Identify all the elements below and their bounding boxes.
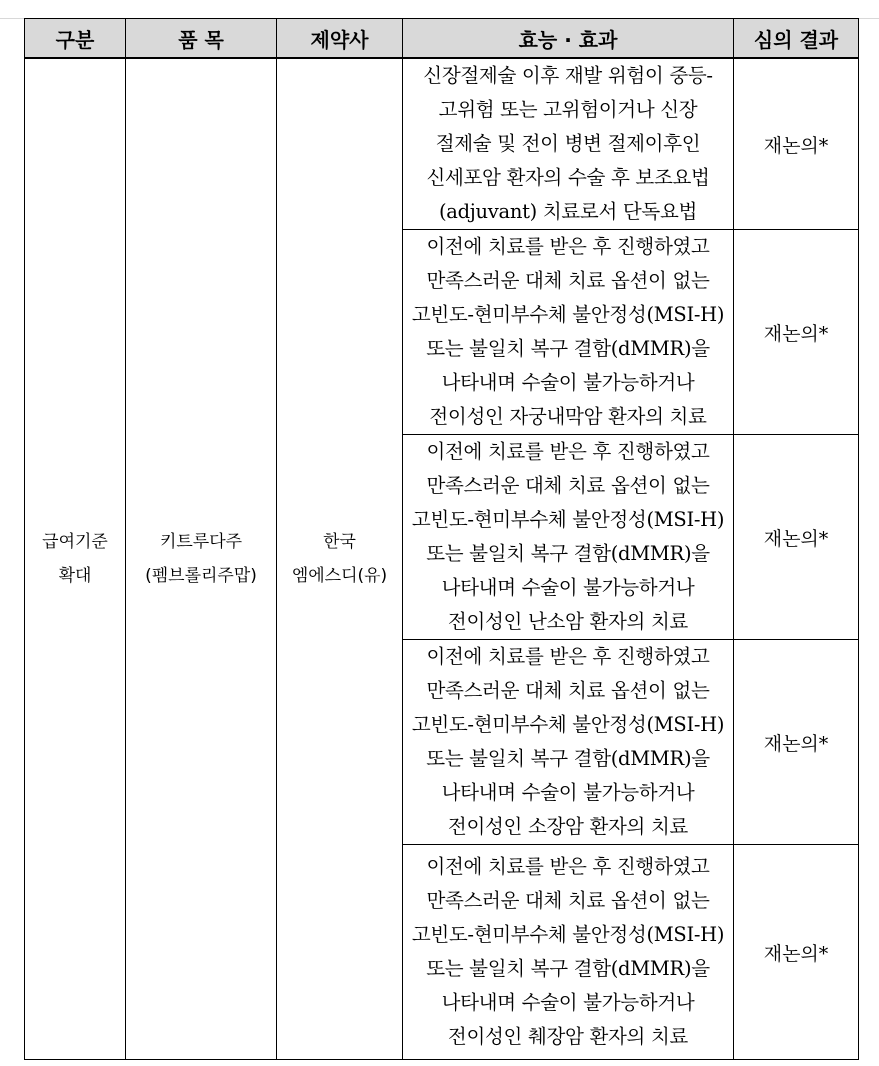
result-cell: 재논의* [734, 230, 859, 435]
result-cell: 재논의* [734, 845, 859, 1060]
efficacy-line: 이전에 치료를 받은 후 진행하였고 [426, 235, 710, 258]
header-efficacy: 효능 · 효과 [403, 19, 734, 59]
efficacy-line: 신세포암 환자의 수술 후 보조요법 [426, 166, 710, 189]
efficacy-line: 고빈도-현미부수체 불안정성(MSI-H) [411, 713, 725, 736]
header-manufacturer: 제약사 [277, 19, 403, 59]
category-text: 급여기준 확대 [42, 532, 108, 586]
result-cell: 재논의* [734, 435, 859, 640]
efficacy-line: 만족스러운 대체 치료 옵션이 없는 [426, 474, 710, 497]
review-results-table [24, 18, 859, 1060]
efficacy-line: 전이성인 난소암 환자의 치료 [447, 610, 689, 633]
efficacy-line: 절제술 및 전이 병변 절제이후인 [435, 132, 701, 155]
header-row [25, 19, 859, 59]
efficacy-line: 고빈도-현미부수체 불안정성(MSI-H) [411, 923, 725, 946]
efficacy-line: 만족스러운 대체 치료 옵션이 없는 [426, 679, 710, 702]
manufacturer-cell [277, 58, 403, 1060]
efficacy-line: 이전에 치료를 받은 후 진행하였고 [426, 645, 710, 668]
efficacy-line: 나타내며 수술이 불가능하거나 [441, 781, 695, 804]
efficacy-line: 또는 불일치 복구 결함(dMMR)을 [426, 957, 710, 980]
efficacy-line: 신장절제술 이후 재발 위험이 중등- [423, 64, 713, 87]
manufacturer-text: 한국 엠에스디(유) [291, 532, 388, 586]
efficacy-line: 만족스러운 대체 치료 옵션이 없는 [426, 889, 710, 912]
efficacy-line: 이전에 치료를 받은 후 진행하였고 [426, 855, 710, 878]
efficacy-line: 고빈도-현미부수체 불안정성(MSI-H) [411, 303, 725, 326]
efficacy-cell [403, 640, 734, 845]
efficacy-line: 또는 불일치 복구 결함(dMMR)을 [426, 337, 710, 360]
table-row [25, 58, 859, 230]
efficacy-cell [403, 230, 734, 435]
efficacy-line: 전이성인 소장암 환자의 치료 [447, 815, 689, 838]
page-top-margin [0, 0, 879, 19]
efficacy-cell [403, 435, 734, 640]
efficacy-line: 만족스러운 대체 치료 옵션이 없는 [426, 269, 710, 292]
efficacy-cell [403, 845, 734, 1060]
efficacy-line: (adjuvant) 치료로서 단독요법 [438, 200, 698, 223]
efficacy-line: 고빈도-현미부수체 불안정성(MSI-H) [411, 508, 725, 531]
header-result: 심의 결과 [734, 19, 859, 59]
product-cell [126, 58, 277, 1060]
efficacy-line: 고위험 또는 고위험이거나 신장 [438, 98, 698, 121]
result-cell: 재논의* [734, 58, 859, 230]
category-cell [25, 58, 126, 1060]
header-category: 구분 [25, 19, 126, 59]
efficacy-line: 나타내며 수술이 불가능하거나 [441, 371, 695, 394]
product-text: 키트루다주 (펨브롤리주맙) [145, 532, 257, 586]
efficacy-line: 또는 불일치 복구 결함(dMMR)을 [426, 542, 710, 565]
efficacy-line: 이전에 치료를 받은 후 진행하였고 [426, 440, 710, 463]
efficacy-line: 나타내며 수술이 불가능하거나 [441, 991, 695, 1014]
efficacy-cell [403, 58, 734, 230]
header-product: 품 목 [126, 19, 277, 59]
efficacy-line: 나타내며 수술이 불가능하거나 [441, 576, 695, 599]
efficacy-line: 또는 불일치 복구 결함(dMMR)을 [426, 747, 710, 770]
result-cell: 재논의* [734, 640, 859, 845]
efficacy-line: 전이성인 췌장암 환자의 치료 [447, 1025, 689, 1048]
efficacy-line: 전이성인 자궁내막암 환자의 치료 [429, 405, 707, 428]
